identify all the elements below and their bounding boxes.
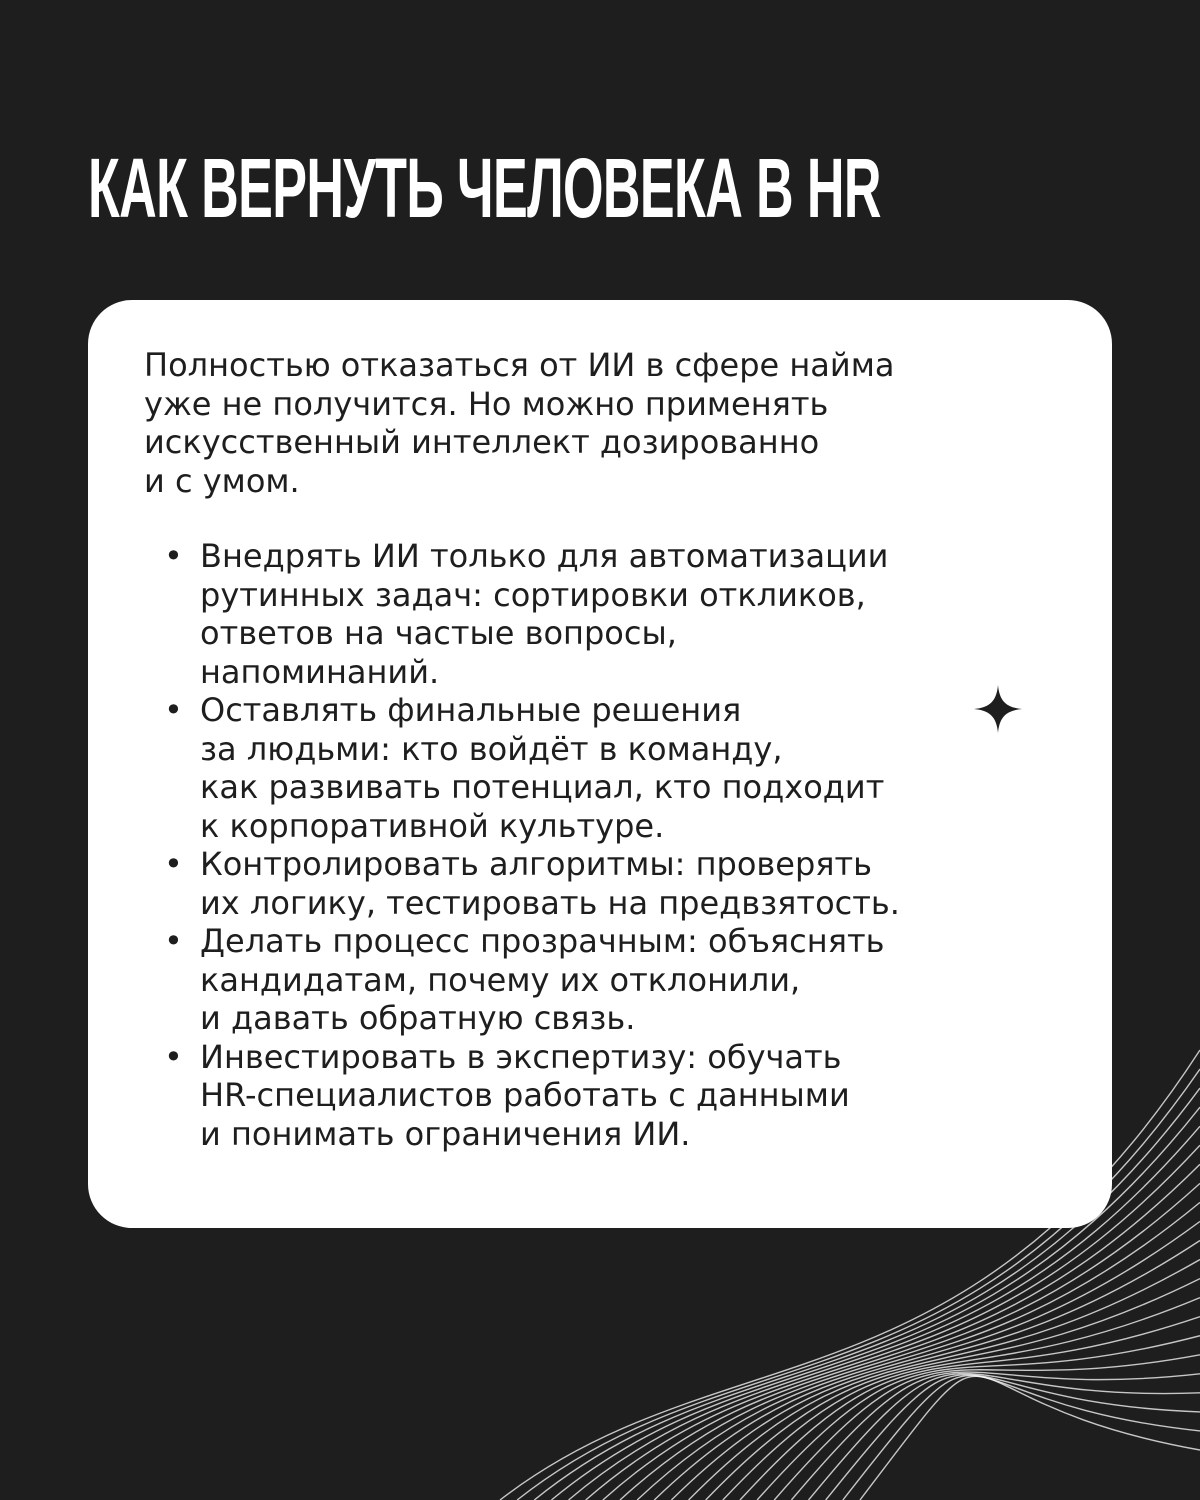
list-item-line: Делать процесс прозрачным: объяснять — [200, 922, 885, 960]
list-item-line: за людьми: кто войдёт в команду, — [200, 729, 783, 768]
wave-line — [723, 1298, 1200, 1500]
intro-line: и с умом. — [144, 461, 300, 500]
list-item — [144, 1038, 1062, 1154]
bullet-marker: • — [164, 691, 183, 729]
bullet-marker: • — [164, 845, 183, 883]
bullet-marker: • — [164, 537, 183, 575]
list-item-line: напоминаний. — [200, 652, 440, 691]
wave-line — [860, 1376, 1200, 1500]
list-item-line: к корпоративной культуре. — [200, 806, 665, 845]
list-item-line: Контролировать алгоритмы: проверять — [200, 845, 873, 883]
wave-line — [671, 1240, 1200, 1500]
content-card — [88, 300, 1112, 1228]
list-item-line: и давать обратную связь. — [200, 999, 636, 1037]
recommendations-list — [144, 537, 1062, 1153]
list-item — [144, 691, 1062, 845]
list-item — [144, 845, 1062, 922]
sparkle-icon — [972, 683, 1024, 735]
intro-line: искусственный интеллект дозированно — [144, 423, 820, 461]
list-item-line: и понимать ограничения ИИ. — [200, 1114, 691, 1153]
bullet-marker: • — [164, 1037, 183, 1076]
list-item-line: HR-специалистов работать с данными — [200, 1076, 850, 1114]
wave-line — [774, 1355, 1200, 1500]
intro-paragraph — [144, 346, 1044, 500]
list-item-line: как развивать потенциал, кто подходит — [200, 768, 885, 806]
list-item — [144, 537, 1062, 691]
intro-line: уже не получится. Но можно применять — [144, 384, 829, 423]
list-item-line: Оставлять финальные решения — [200, 691, 742, 729]
list-item-line: кандидатам, почему их отклонили, — [200, 960, 801, 999]
list-item-line: рутинных задач: сортировки откликов, — [200, 575, 866, 614]
list-item-line: их логику, тестировать на предвзятость. — [200, 883, 900, 922]
list-item — [144, 922, 1062, 1038]
list-item-line: Инвестировать в экспертизу: обучать — [200, 1037, 842, 1076]
wave-line — [740, 1317, 1200, 1500]
wave-line — [791, 1372, 1200, 1500]
bullet-marker: • — [164, 922, 183, 960]
list-item-line: Внедрять ИИ только для автоматизации — [200, 537, 889, 575]
page-title: КАК ВЕРНУТЬ ЧЕЛОВЕКА В HR — [88, 141, 881, 235]
intro-line: Полностью отказаться от ИИ в сфере найма — [144, 346, 895, 384]
list-item-line: ответов на частые вопросы, — [200, 614, 677, 652]
